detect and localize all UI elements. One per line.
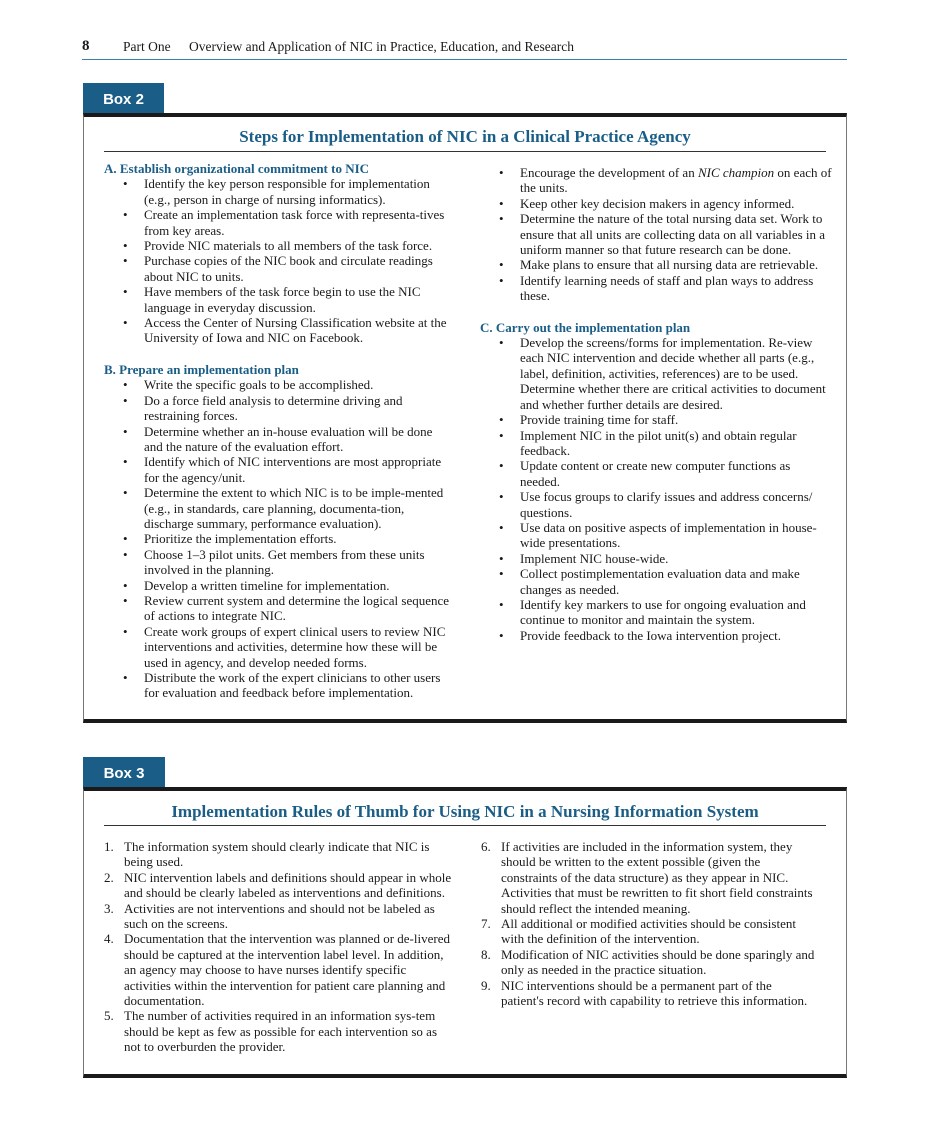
section-c-heading: C. Carry out the implementation plan xyxy=(480,319,691,335)
list-item: • Have members of the task force begin to use the NIC language in everyday discussion. xyxy=(104,284,454,315)
item-text: NIC intervention labels and definitions should appear in whole and should be clearly labeled as interventions and definitions. xyxy=(124,869,452,901)
list-item: • Provide training time for staff. xyxy=(480,412,832,427)
section-c-list xyxy=(480,335,832,643)
list-item: • Write the specific goals to be accomplished. xyxy=(104,377,454,392)
item-text: The number of activities required in an information sys-tem should be kept as few as possible for each intervention so as not to overburden the provider. xyxy=(124,1008,438,1055)
list-item: • Create work groups of expert clinical users to review NIC interventions and activities, determine how these will be used in agency, and develop needed forms. xyxy=(104,624,454,670)
list-item: • Determine the nature of the total nursing data set. Work to ensure that all units are collecting data on all variables in a uniform manner so that future research can be done. xyxy=(480,211,832,257)
list-item xyxy=(104,870,452,901)
box2-title-rule xyxy=(104,151,826,152)
list-item xyxy=(481,839,817,916)
list-item: • Provide feedback to the Iowa intervention project. xyxy=(480,628,832,643)
item-text: The information system should clearly indicate that NIC is being used. xyxy=(124,839,430,870)
list-item xyxy=(480,165,832,196)
section-b-list xyxy=(104,377,454,701)
list-item: • Create an implementation task force with representa-tives from key areas. xyxy=(104,207,454,238)
item-number: 9. xyxy=(481,977,491,993)
list-item: • Prioritize the implementation efforts. xyxy=(104,531,454,546)
box3 xyxy=(83,787,847,1078)
item-text: Activities are not interventions and should not be labeled as such on the screens. xyxy=(124,900,435,932)
box3-tab: Box 3 xyxy=(83,757,165,791)
list-item: • Develop the screens/forms for implementation. Re-view each NIC intervention and decide whether all parts (e.g., label, definition, activities, references) are to be used. Determine whether there are critical activities to document and whether further details are desired. xyxy=(480,335,832,412)
list-item xyxy=(104,839,452,870)
list-item xyxy=(481,947,817,978)
box3-left-column xyxy=(104,839,452,1055)
list-item: • Implement NIC in the pilot unit(s) and obtain regular feedback. xyxy=(480,428,832,459)
item-number: 8. xyxy=(481,946,491,962)
list-item: • Implement NIC house-wide. xyxy=(480,551,832,566)
running-title: Overview and Application of NIC in Practice, Education, and Research xyxy=(189,39,575,54)
section-b-heading: B. Prepare an implementation plan xyxy=(104,361,299,377)
item-number: 7. xyxy=(481,916,491,932)
list-item xyxy=(481,916,817,947)
list-item: • Choose 1–3 pilot units. Get members from these units involved in the planning. xyxy=(104,547,454,578)
page-number: 8 xyxy=(82,38,90,54)
item-text: All additional or modified activities should be consistent with the definition of the intervention. xyxy=(501,916,796,947)
list-item: • Identify key markers to use for ongoing evaluation and continue to monitor and maintain the system. xyxy=(480,597,832,628)
item-number: 2. xyxy=(104,869,114,885)
box2-left-column xyxy=(104,161,454,701)
champion-text-post: on each of the units. xyxy=(520,165,832,196)
box2-tab: Box 2 xyxy=(83,83,164,117)
rules-list-left xyxy=(104,839,452,1055)
rules-list-right xyxy=(481,839,817,1008)
section-a-list xyxy=(104,176,454,345)
item-text: Modification of NIC activities should be done sparingly and only as needed in the practice situation. xyxy=(501,946,815,978)
list-item xyxy=(104,1008,452,1054)
list-item: • Use data on positive aspects of implementation in house-wide presentations. xyxy=(480,520,832,551)
item-number: 1. xyxy=(104,839,114,854)
list-item: • Access the Center of Nursing Classification website at the University of Iowa and NIC on Facebook. xyxy=(104,315,454,346)
list-item: • Identify which of NIC interventions are most appropriate for the agency/unit. xyxy=(104,454,454,485)
running-header xyxy=(82,38,847,60)
list-item: • Determine whether an in-house evaluation will be done and the nature of the evaluation effort. xyxy=(104,424,454,455)
item-number: 5. xyxy=(104,1008,114,1024)
box2 xyxy=(83,113,847,723)
list-item: • Identify the key person responsible for implementation (e.g., person in charge of nursing informatics). xyxy=(104,176,454,207)
list-item: • Determine the extent to which NIC is to be imple-mented (e.g., in standards, care planning, documenta-tion, discharge summary, performance evaluation). xyxy=(104,485,454,531)
item-text: NIC interventions should be a permanent part of the patient's record with capability to retrieve this information. xyxy=(501,977,808,1009)
part-label: Part One xyxy=(123,39,171,54)
box3-right-column xyxy=(481,839,817,1008)
champion-emphasis: NIC champion xyxy=(697,165,775,180)
list-item: • Do a force field analysis to determine driving and restraining forces. xyxy=(104,393,454,424)
list-item: • Use focus groups to clarify issues and address concerns/ questions. xyxy=(480,489,832,520)
box3-title-rule xyxy=(104,825,826,826)
list-item: • Review current system and determine the logical sequence of actions to integrate NIC. xyxy=(104,593,454,624)
list-item xyxy=(481,978,817,1009)
list-item: • Purchase copies of the NIC book and circulate readings about NIC to units. xyxy=(104,253,454,284)
list-item: • Keep other key decision makers in agency informed. xyxy=(480,196,832,211)
right-list xyxy=(480,165,832,304)
section-a-heading: A. Establish organizational commitment to NIC xyxy=(104,161,370,176)
list-item: • Distribute the work of the expert clinicians to other users for evaluation and feedback before implementation. xyxy=(104,670,454,701)
list-item: • Collect postimplementation evaluation data and make changes as needed. xyxy=(480,566,832,597)
list-item xyxy=(104,901,452,932)
item-number: 3. xyxy=(104,900,114,916)
list-item: • Update content or create new computer functions as needed. xyxy=(480,458,832,489)
item-number: 6. xyxy=(481,839,491,854)
champion-text-pre: Encourage the development of an xyxy=(520,165,698,180)
list-item: • Identify learning needs of staff and plan ways to address these. xyxy=(480,273,832,304)
list-item: • Provide NIC materials to all members of the task force. xyxy=(104,238,454,253)
list-item xyxy=(104,931,452,1008)
item-number: 4. xyxy=(104,931,114,947)
box2-title: Steps for Implementation of NIC in a Clinical Practice Agency xyxy=(239,127,691,146)
list-item: • Make plans to ensure that all nursing data are retrievable. xyxy=(480,257,832,272)
box3-title: Implementation Rules of Thumb for Using NIC in a Nursing Information System xyxy=(171,802,759,821)
item-text: If activities are included in the information system, they should be written to the extent possible (given the constraints of the data structure) as they appear in NIC. Activities that must be rewritten to fit short field constraints should reflect the intended meaning. xyxy=(501,839,813,916)
item-text: Documentation that the intervention was planned or de-livered should be captured at the intervention label level. In addition, an agency may choose to have nurses identify specific activities within the intervention for patient care planning and documentation. xyxy=(124,931,450,1009)
box2-right-column xyxy=(480,165,832,643)
list-item: • Develop a written timeline for implementation. xyxy=(104,578,454,593)
